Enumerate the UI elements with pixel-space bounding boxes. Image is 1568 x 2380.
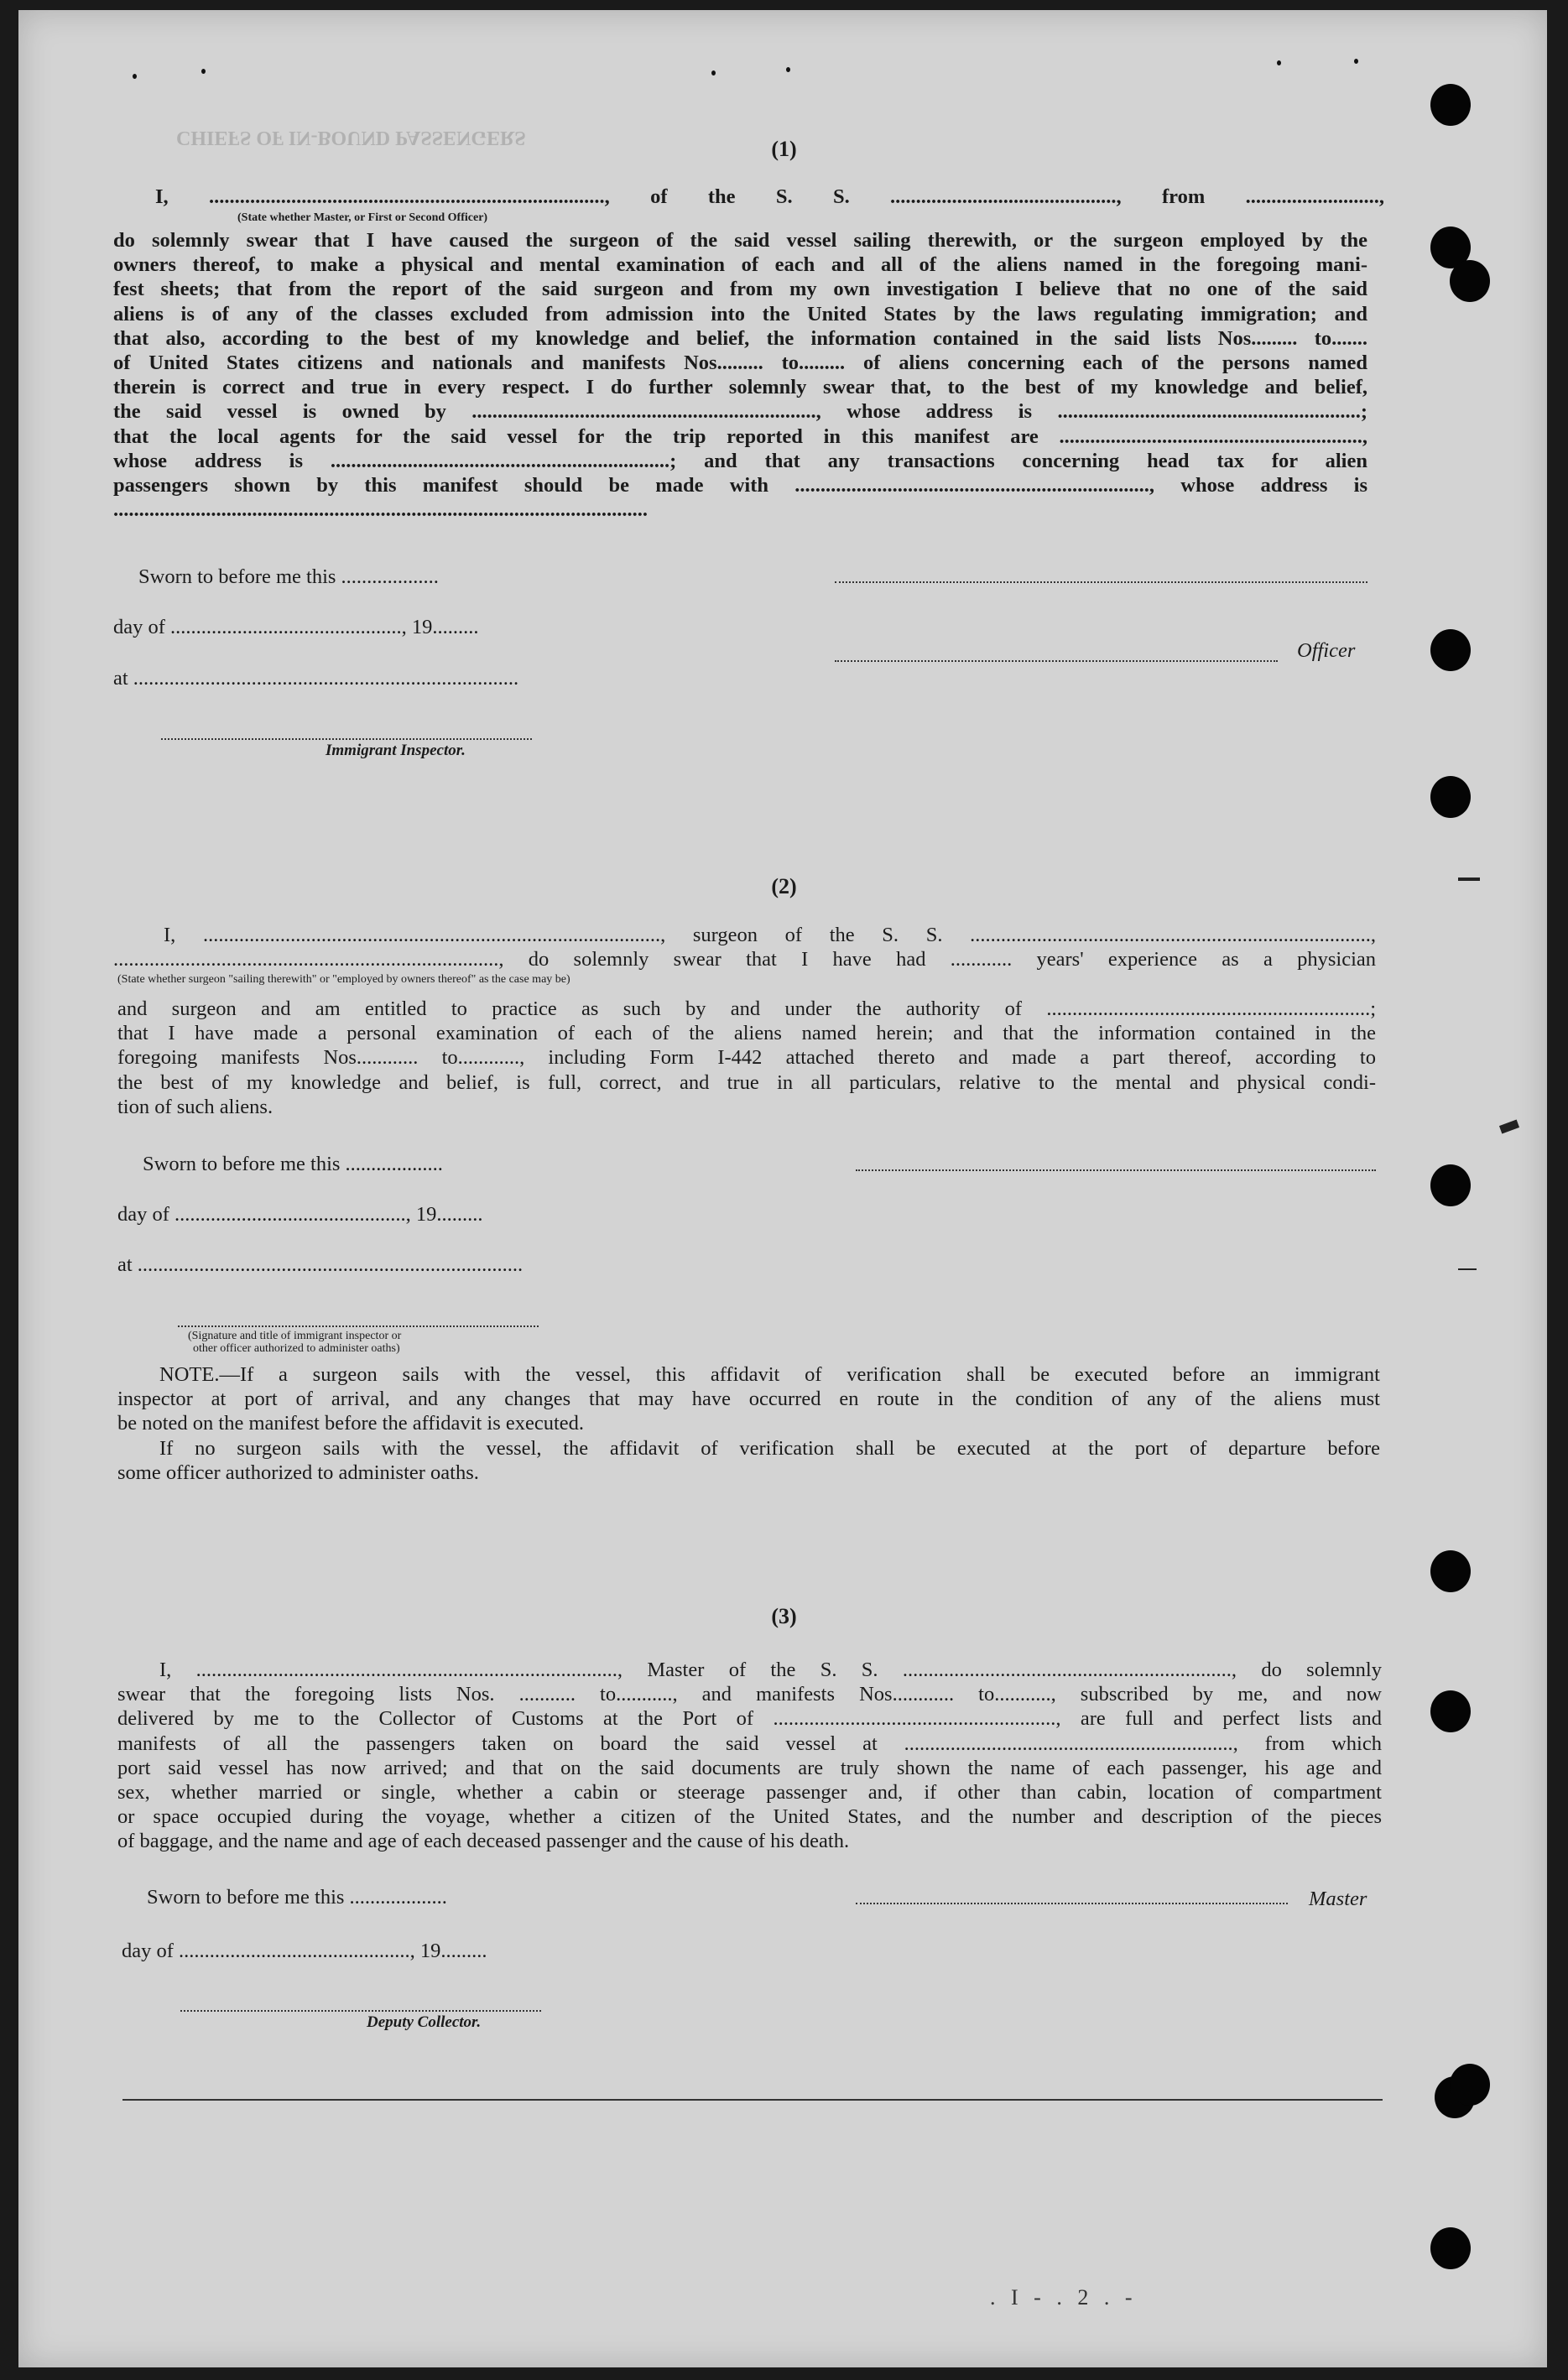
section-3-master-label: Master [1309,1888,1367,1910]
section-2-day: day of ............................................., 19......... [117,1203,483,1226]
section-2-line: tion of such aliens. [117,1095,273,1118]
section-2-header-lines [113,923,1376,971]
section-1-sworn: Sworn to before me this ................... [138,565,439,588]
section-3-collector-caption: Deputy Collector. [367,2013,482,2031]
section-2-body [117,997,1376,1119]
punch-hole-icon [1430,776,1471,818]
speck [786,67,790,72]
section-1-line: fest sheets; that from the report of the said surgeon and from my own investigation I believe that no one of the said [113,278,1367,301]
section-2-at: at ........................................................................... [117,1253,524,1276]
speck [1277,60,1281,65]
section-1-line: therein is correct and true in every respect. I do further solemnly swear that, to the best of my knowledge and belief, [113,376,1367,399]
section-3-collector-signature-line [180,2010,541,2012]
punch-hole-icon [1430,629,1471,671]
bottom-rule [122,2099,1383,2101]
section-2-line: and surgeon and am entitled to practice as such by and under the authority of ...............................................................; [117,997,1376,1020]
section-2-line-1: I, ........................................................................................., surgeon of the S. S. .............................................................................., [164,924,1376,946]
section-1-line: ........................................................................................................ [113,498,648,522]
section-1-heading: (1) [771,137,797,161]
section-1-line: that also, according to the best of my knowledge and belief, the information contained in the said lists Nos......... to....... [113,326,1367,350]
section-1-day: day of ............................................., 19......... [113,616,479,638]
section-1-inspector-signature-line [161,738,532,740]
speck [133,74,137,79]
section-3-line: swear that the foregoing lists Nos. ........... to..........., and manifests Nos............ to..........., subscribed by me, and now [117,1683,1382,1706]
section-2-note-text: —If a surgeon sails with the vessel, this affidavit of verification shall be executed before an immigrant [219,1363,1380,1386]
section-3-master-signature-line [856,1903,1288,1904]
section-2-note-label: NOTE. [159,1363,220,1386]
section-2-line: the best of my knowledge and belief, is full, correct, and true in all particulars, relative to the mental and physical condi- [117,1070,1376,1094]
speck [201,69,206,74]
section-2-heading: (2) [771,874,797,898]
section-1-line: of United States citizens and nationals and manifests Nos......... to......... of aliens concerning each of the persons named [113,352,1367,375]
section-2-sworn: Sworn to before me this ................... [143,1153,443,1175]
section-2-note-line: inspector at port of arrival, and any changes that may have occurred en route in the condition of any of the aliens must [117,1388,1380,1411]
section-1-line: do solemnly swear that I have caused the surgeon of the said vessel sailing therewith, or the surgeon employed by the [113,229,1367,252]
section-1-oath-line [155,185,1384,209]
section-1-line: passengers shown by this manifest should be made with ....................................................................., whose address is [113,474,1367,497]
section-1-officer-label: Officer [1297,639,1356,662]
section-1-officer-caption: (State whether Master, or First or Second Officer) [237,211,488,224]
section-2-note-line [117,1362,1380,1387]
section-1-officer-signature-line [835,660,1278,662]
section-3-heading: (3) [771,1604,797,1628]
section-2-line-2: ..........................................................................., do solemnly swear that I have had ............ years' experience as a physician [113,948,1376,971]
section-1-right-signature-line [835,581,1367,583]
section-3-line: of baggage, and the name and age of each deceased passenger and the cause of his death. [117,1830,850,1853]
speck [711,70,716,76]
section-3-line: sex, whether married or single, whether a cabin or steerage passenger and, if other than cabin, location of compartment [117,1781,1382,1805]
section-1-line: the said vessel is owned by ..................................................................., whose address is ...........................................................; [113,400,1367,424]
section-2-surgeon-caption: (State whether surgeon "sailing therewith" or "employed by owners thereof" as the case may be) [117,973,570,986]
section-2-signature-caption-2: other officer authorized to administer oaths) [193,1342,400,1355]
section-3-sworn: Sworn to before me this ................... [147,1886,447,1909]
section-3-body [117,1658,1382,1854]
section-3-line: manifests of all the passengers taken on board the said vessel at ................................................................, from which [117,1732,1382,1755]
speck [1354,59,1358,64]
section-3-line: port said vessel has now arrived; and that on the said documents are truly shown the name of each passenger, his age and [117,1756,1382,1779]
section-3-day: day of ............................................., 19......... [122,1940,487,1962]
footer-marks: . I - . 2 . - [990,2285,1138,2310]
section-1-line: that the local agents for the said vessel for the trip reported in this manifest are ..........................................................., [113,424,1367,448]
section-1-at: at ........................................................................... [113,667,519,690]
punch-hole-icon [1430,84,1471,126]
bleed-through-text: CHIEFS OF IN-BOUND PASSENGERS [176,127,526,148]
section-2-note-line: some officer authorized to administer oaths. [117,1461,479,1484]
section-2-inspector-signature-line [178,1325,539,1327]
section-2-note-line: be noted on the manifest before the affidavit is executed. [117,1412,585,1435]
punch-hole-icon [1450,260,1490,302]
punch-hole-icon [1430,1164,1471,1206]
section-3-line: delivered by me to the Collector of Customs at the Port of ......................................................., are full and perfect lists and [117,1707,1382,1731]
section-2-note [117,1362,1380,1485]
section-2-note-line: If no surgeon sails with the vessel, the affidavit of verification shall be executed at the port of departure before [159,1436,1380,1460]
punch-hole-icon [1430,2227,1471,2269]
section-1-oath-first-line: I, ............................................................................., of the S. S. ............................................, from .........................., [155,185,1384,208]
section-2-line: that I have made a personal examination of each of the aliens named herein; and that the information contained in the [117,1022,1376,1045]
punch-hole-icon [1430,1690,1471,1732]
section-1-body [113,228,1367,522]
edge-mark [1458,1268,1477,1270]
section-2-signature-caption-1: (Signature and title of immigrant inspector or [188,1330,402,1342]
section-1-inspector-caption: Immigrant Inspector. [326,742,466,759]
section-1-line: whose address is ..................................................................; and that any transactions concerning head tax for alien [113,449,1367,472]
section-3-line: or space occupied during the voyage, whether a citizen of the United States, and the number and description of the pieces [117,1805,1382,1829]
section-3-line: I, .................................................................................., Master of the S. S. ................................................................, do solemnly [159,1659,1382,1681]
section-2-right-signature-line [856,1169,1376,1171]
section-2-line: foregoing manifests Nos............ to............, including Form I-442 attached thereto and made a part thereof, according to [117,1046,1376,1070]
section-1-line: aliens is of any of the classes excluded from admission into the United States by the laws regulating immigration; and [113,302,1367,325]
punch-hole-icon [1450,2064,1490,2106]
section-1-line: owners thereof, to make a physical and mental examination of each and all of the aliens named in the foregoing mani- [113,253,1367,277]
punch-hole-icon [1430,1550,1471,1592]
